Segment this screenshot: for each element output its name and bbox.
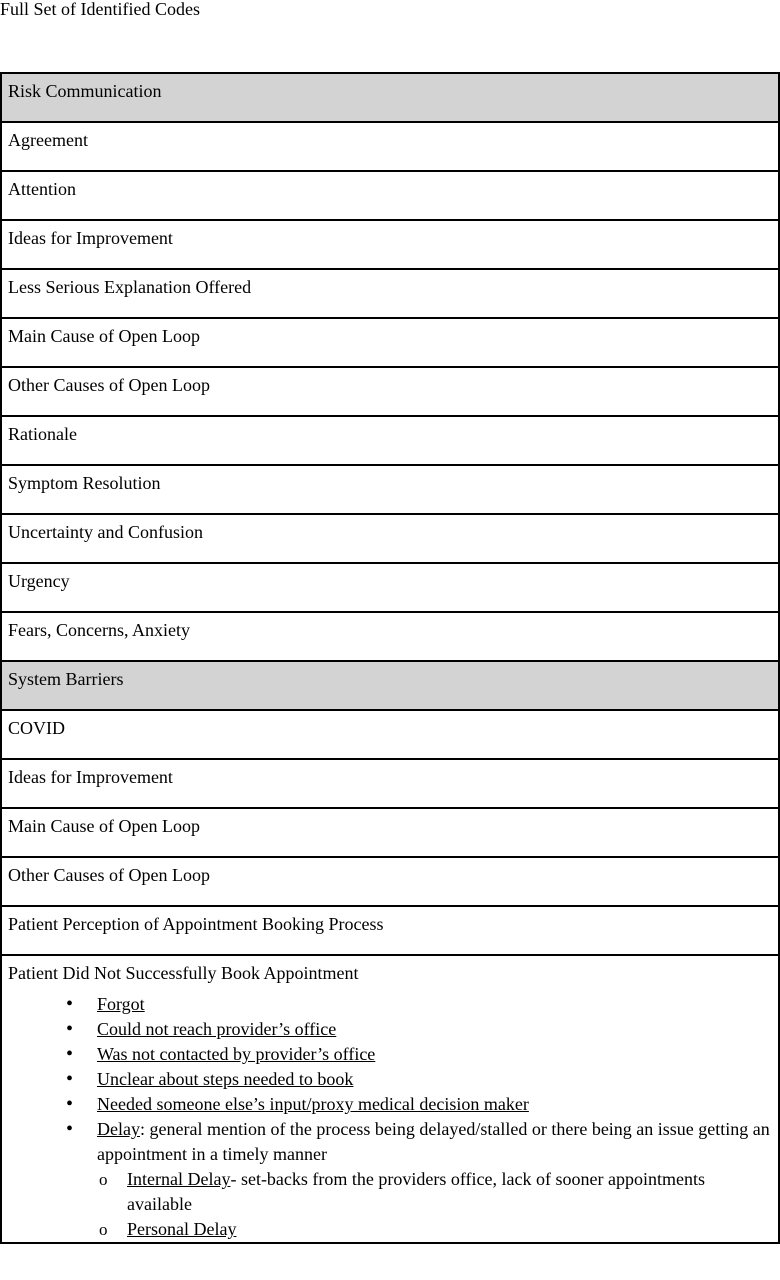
table-row	[1, 759, 779, 808]
table-cell: Uncertainty and Confusion	[1, 514, 779, 563]
list-item	[97, 1067, 772, 1092]
sub-list-item	[127, 1167, 772, 1217]
codes-table	[0, 72, 780, 1244]
table-cell: Main Cause of Open Loop	[1, 318, 779, 367]
table-cell: Other Causes of Open Loop	[1, 857, 779, 906]
table-cell: Main Cause of Open Loop	[1, 808, 779, 857]
list-item-label: Was not contacted by provider’s office	[97, 1044, 376, 1064]
list-item	[97, 992, 772, 1017]
list-item-label: Delay	[97, 1119, 140, 1139]
table-cell: Urgency	[1, 563, 779, 612]
table-cell: Fears, Concerns, Anxiety	[1, 612, 779, 661]
table-row	[1, 808, 779, 857]
table-cell: Rationale	[1, 416, 779, 465]
table-cell: Other Causes of Open Loop	[1, 367, 779, 416]
table-row	[1, 367, 779, 416]
list-item-description: : general mention of the process being delayed/stalled or there being an issue getting an appointment in a timely manner	[97, 1119, 770, 1164]
page-title: Full Set of Identified Codes	[0, 0, 200, 19]
table-row	[1, 318, 779, 367]
category-row	[1, 661, 779, 710]
table-cell: Symptom Resolution	[1, 465, 779, 514]
list-item-label: Needed someone else’s input/proxy medical decision maker	[97, 1094, 529, 1114]
table-cell: Ideas for Improvement	[1, 220, 779, 269]
table-row	[1, 563, 779, 612]
table-row	[1, 171, 779, 220]
list-item	[97, 1042, 772, 1067]
table-cell	[1, 955, 779, 1243]
table-row	[1, 465, 779, 514]
table-cell: Patient Perception of Appointment Booking Process	[1, 906, 779, 955]
table-row	[1, 220, 779, 269]
sub-list-item-label: Internal Delay	[127, 1169, 231, 1189]
list-item-label: Could not reach provider’s office	[97, 1019, 337, 1039]
bullet-list	[8, 992, 772, 1242]
list-item	[97, 1017, 772, 1042]
table-cell: Attention	[1, 171, 779, 220]
table-cell: Less Serious Explanation Offered	[1, 269, 779, 318]
table-row	[1, 612, 779, 661]
table-row	[1, 906, 779, 955]
table-cell: System Barriers	[1, 661, 779, 710]
table-row	[1, 857, 779, 906]
sub-list-item-label: Personal Delay	[127, 1219, 237, 1239]
table-row	[1, 710, 779, 759]
table-cell: Risk Communication	[1, 73, 779, 122]
sub-list-item	[127, 1217, 772, 1242]
table-row	[1, 269, 779, 318]
table-row	[1, 122, 779, 171]
sub-list-item-description: - set-backs from the providers office, lack of sooner appointments available	[127, 1169, 705, 1214]
list-item-label: Forgot	[97, 994, 145, 1014]
table-cell: Agreement	[1, 122, 779, 171]
table-row	[1, 514, 779, 563]
table-cell: COVID	[1, 710, 779, 759]
table-row	[1, 416, 779, 465]
sub-bullet-list	[97, 1167, 772, 1242]
table-cell: Ideas for Improvement	[1, 759, 779, 808]
list-item	[97, 1117, 772, 1242]
list-item-label: Unclear about steps needed to book	[97, 1069, 354, 1089]
list-item	[97, 1092, 772, 1117]
cell-heading: Patient Did Not Successfully Book Appointment	[8, 963, 359, 983]
table-row	[1, 955, 779, 1243]
category-row	[1, 73, 779, 122]
